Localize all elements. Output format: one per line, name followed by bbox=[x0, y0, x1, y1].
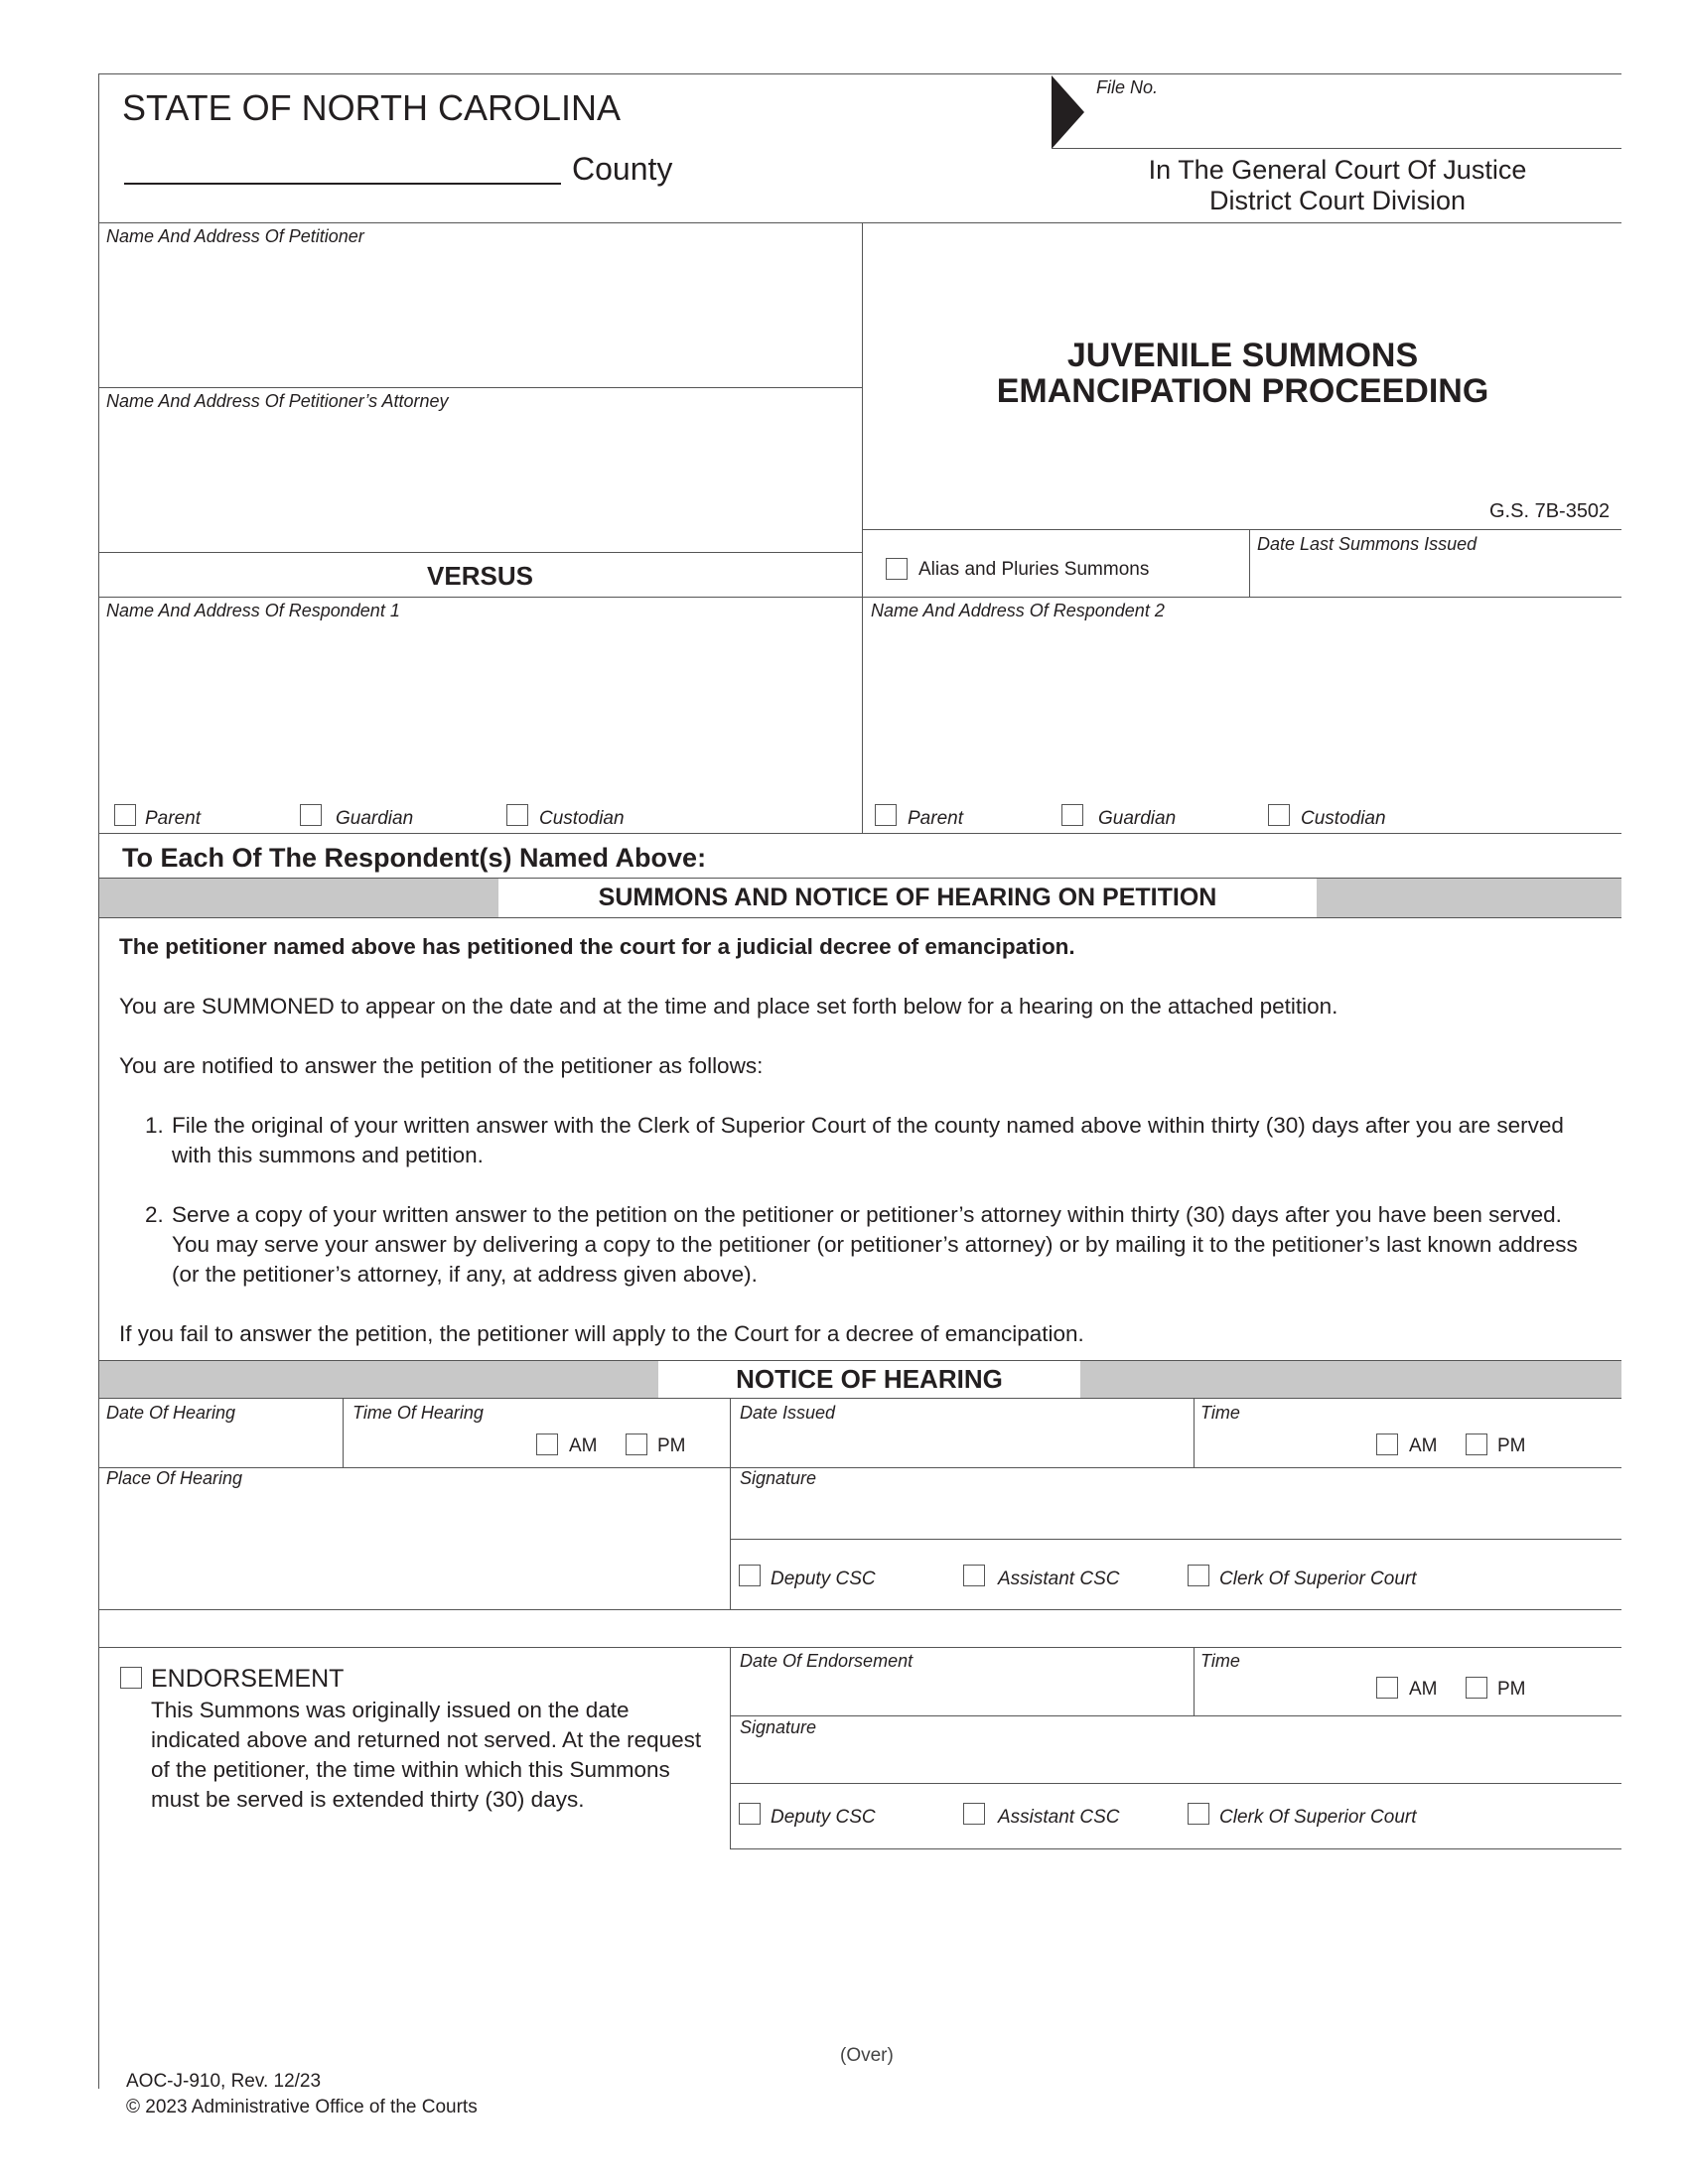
endorsement-mid-divider bbox=[730, 1647, 731, 1848]
date-of-endorsement-field[interactable] bbox=[733, 1675, 1190, 1714]
respondent-2-guardian-label: Guardian bbox=[1098, 808, 1177, 829]
endorsement-signature-field[interactable] bbox=[733, 1741, 1619, 1781]
versus-top-line bbox=[98, 552, 862, 553]
form-number: AOC-J-910, Rev. 12/23 bbox=[126, 2071, 322, 2092]
endorsement-deputy-csc-label: Deputy CSC bbox=[771, 1807, 876, 1828]
body-paragraph-2: You are SUMMONED to appear on the date and at the time and place set forth below for a hearing on the attached petition. bbox=[119, 994, 1338, 1019]
respondent-1-guardian-checkbox[interactable] bbox=[300, 804, 322, 826]
date-of-hearing-label: Date Of Hearing bbox=[106, 1403, 236, 1423]
respondent-2-field[interactable] bbox=[865, 625, 1619, 794]
notice-bottom-line bbox=[98, 1609, 1621, 1610]
petitioner-divider bbox=[98, 387, 862, 388]
body-paragraph-1: The petitioner named above has petitioned the court for a judicial decree of emancipation. bbox=[119, 934, 1075, 959]
alias-label: Alias and Pluries Summons bbox=[918, 559, 1150, 580]
date-issued-field[interactable] bbox=[733, 1426, 1190, 1465]
respondent-1-parent-checkbox[interactable] bbox=[114, 804, 136, 826]
respondent-1-custodian-label: Custodian bbox=[539, 808, 625, 829]
signature-divider bbox=[730, 1539, 1621, 1540]
alias-top-line bbox=[862, 529, 1621, 530]
body-paragraph-3: You are notified to answer the petition of the petitioner as follows: bbox=[119, 1053, 764, 1078]
over-note: (Over) bbox=[840, 2045, 894, 2066]
endorsement-time-label: Time bbox=[1200, 1651, 1240, 1671]
respondent-2-parent-label: Parent bbox=[908, 808, 963, 829]
date-last-summons-label: Date Last Summons Issued bbox=[1257, 534, 1477, 554]
respondents-top-line bbox=[98, 597, 1621, 598]
list-item-1-number: 1. bbox=[145, 1113, 164, 1138]
date-time-hearing-divider bbox=[343, 1398, 344, 1467]
hearing-am-label: AM bbox=[569, 1435, 598, 1456]
file-no-label: File No. bbox=[1096, 77, 1159, 97]
county-label: County bbox=[572, 151, 673, 187]
top-border bbox=[98, 73, 1621, 74]
endorsement-am-checkbox[interactable] bbox=[1376, 1677, 1398, 1699]
endorsement-deputy-csc-checkbox[interactable] bbox=[739, 1803, 761, 1825]
summons-bar-right bbox=[1317, 879, 1621, 917]
place-of-hearing-field[interactable] bbox=[100, 1492, 726, 1606]
respondent-1-custodian-checkbox[interactable] bbox=[506, 804, 528, 826]
petitioner-field[interactable] bbox=[100, 250, 860, 385]
respondent-2-parent-checkbox[interactable] bbox=[875, 804, 897, 826]
date-issued-label: Date Issued bbox=[740, 1403, 836, 1423]
notice-row-divider bbox=[98, 1467, 1621, 1468]
notice-heading: NOTICE OF HEARING bbox=[736, 1364, 1003, 1394]
respondent-2-guardian-checkbox[interactable] bbox=[1061, 804, 1083, 826]
list-item-2: Serve a copy of your written answer to the petition on the petitioner or petitioner’s attorney within thirty (30) days after you have been served. You may serve your answer by delivering a copy to the petitioner (or petitioner’s attorney) or by mailing it to the petitioner’s last known address (or the petitioner’s attorney, if any, at address given above). bbox=[172, 1202, 1578, 1287]
issued-time-divider bbox=[1194, 1398, 1195, 1467]
copyright: © 2023 Administrative Office of the Courts bbox=[126, 2097, 478, 2117]
issued-time-label: Time bbox=[1200, 1403, 1240, 1423]
hearing-am-checkbox[interactable] bbox=[536, 1433, 558, 1455]
hearing-pm-checkbox[interactable] bbox=[626, 1433, 647, 1455]
issued-pm-checkbox[interactable] bbox=[1466, 1433, 1487, 1455]
signature-field[interactable] bbox=[733, 1492, 1619, 1536]
state-title: STATE OF NORTH CAROLINA bbox=[122, 87, 622, 128]
alias-divider bbox=[1249, 529, 1250, 597]
summons-bar-left bbox=[99, 879, 498, 917]
deputy-csc-label: Deputy CSC bbox=[771, 1569, 876, 1589]
summons-bar-bottom-line bbox=[98, 917, 1621, 918]
endorsement-text: This Summons was originally issued on the date indicated above and returned not served. At the request of the petitioner, the time within which this Summons must be served is extended thirty (30) days. bbox=[151, 1698, 702, 1812]
body-paragraph-4: If you fail to answer the petition, the petitioner will apply to the Court for a decree of emancipation. bbox=[119, 1321, 1084, 1346]
clerk-label: Clerk Of Superior Court bbox=[1219, 1569, 1417, 1589]
assistant-csc-label: Assistant CSC bbox=[998, 1569, 1120, 1589]
endorsement-top-line bbox=[98, 1647, 1621, 1648]
endorsement-assistant-csc-label: Assistant CSC bbox=[998, 1807, 1120, 1828]
notice-mid-divider bbox=[730, 1398, 731, 1609]
left-border bbox=[98, 73, 99, 2089]
form-title-line-2: EMANCIPATION PROCEEDING bbox=[996, 372, 1489, 410]
respondent-1-parent-label: Parent bbox=[145, 808, 201, 829]
header-divider bbox=[98, 222, 1621, 223]
respondent-2-label: Name And Address Of Respondent 2 bbox=[871, 601, 1165, 620]
endorsement-signature-label: Signature bbox=[740, 1717, 817, 1737]
endorsement-pm-checkbox[interactable] bbox=[1466, 1677, 1487, 1699]
hearing-pm-label: PM bbox=[657, 1435, 686, 1456]
issued-pm-label: PM bbox=[1497, 1435, 1526, 1456]
respondent-2-custodian-label: Custodian bbox=[1301, 808, 1386, 829]
notice-bar-bottom-line bbox=[98, 1398, 1621, 1399]
endorsement-row-divider bbox=[730, 1715, 1621, 1716]
issued-am-checkbox[interactable] bbox=[1376, 1433, 1398, 1455]
notice-bar-left bbox=[99, 1361, 658, 1398]
respondents-bottom-line bbox=[98, 833, 1621, 834]
respondents-heading: To Each Of The Respondent(s) Named Above: bbox=[122, 843, 707, 873]
endorsement-pm-label: PM bbox=[1497, 1679, 1526, 1700]
date-of-hearing-field[interactable] bbox=[100, 1426, 341, 1465]
clerk-checkbox[interactable] bbox=[1188, 1565, 1209, 1586]
mid-divider-respondents bbox=[862, 597, 863, 833]
endorsement-time-divider bbox=[1194, 1647, 1195, 1715]
place-of-hearing-label: Place Of Hearing bbox=[106, 1468, 243, 1488]
time-of-hearing-label: Time Of Hearing bbox=[352, 1403, 484, 1423]
date-last-summons-field[interactable] bbox=[1253, 558, 1620, 594]
deputy-csc-checkbox[interactable] bbox=[739, 1565, 761, 1586]
attorney-field[interactable] bbox=[100, 415, 860, 550]
date-of-endorsement-label: Date Of Endorsement bbox=[740, 1651, 914, 1671]
list-item-2-number: 2. bbox=[145, 1202, 164, 1227]
petitioner-label: Name And Address Of Petitioner bbox=[106, 226, 364, 246]
respondent-1-guardian-label: Guardian bbox=[336, 808, 414, 829]
summons-heading: SUMMONS AND NOTICE OF HEARING ON PETITION bbox=[598, 884, 1217, 911]
alias-checkbox[interactable] bbox=[886, 558, 908, 580]
versus-label: VERSUS bbox=[427, 561, 533, 591]
form-title-line-1: JUVENILE SUMMONS bbox=[1066, 337, 1419, 374]
list-item-1: File the original of your written answer with the Clerk of Superior Court of the county named above within thirty (30) days after you are served with this summons and petition. bbox=[172, 1113, 1564, 1167]
file-no-arrow-icon bbox=[1052, 75, 1084, 149]
notice-bar-right bbox=[1080, 1361, 1621, 1398]
assistant-csc-checkbox[interactable] bbox=[963, 1565, 985, 1586]
respondent-2-custodian-checkbox[interactable] bbox=[1268, 804, 1290, 826]
endorsement-assistant-csc-checkbox[interactable] bbox=[963, 1803, 985, 1825]
statute-reference: G.S. 7B-3502 bbox=[1489, 500, 1611, 522]
signature-label: Signature bbox=[740, 1468, 817, 1488]
endorsement-signature-divider bbox=[730, 1783, 1621, 1784]
court-line-1: In The General Court Of Justice bbox=[1148, 155, 1527, 185]
endorsement-title: ENDORSEMENT bbox=[151, 1665, 345, 1693]
respondent-1-label: Name And Address Of Respondent 1 bbox=[106, 601, 400, 620]
endorsement-am-label: AM bbox=[1409, 1679, 1438, 1700]
endorsement-clerk-label: Clerk Of Superior Court bbox=[1219, 1807, 1417, 1828]
court-line-2: District Court Division bbox=[1208, 186, 1467, 215]
attorney-label: Name And Address Of Petitioner’s Attorney bbox=[106, 391, 449, 411]
county-blank-line[interactable] bbox=[124, 183, 561, 185]
issued-am-label: AM bbox=[1409, 1435, 1438, 1456]
endorsement-clerk-checkbox[interactable] bbox=[1188, 1803, 1209, 1825]
endorsement-bottom-line bbox=[730, 1848, 1621, 1849]
file-no-field-line[interactable] bbox=[1052, 148, 1621, 149]
endorsement-checkbox[interactable] bbox=[120, 1667, 142, 1689]
respondent-1-field[interactable] bbox=[100, 625, 860, 794]
